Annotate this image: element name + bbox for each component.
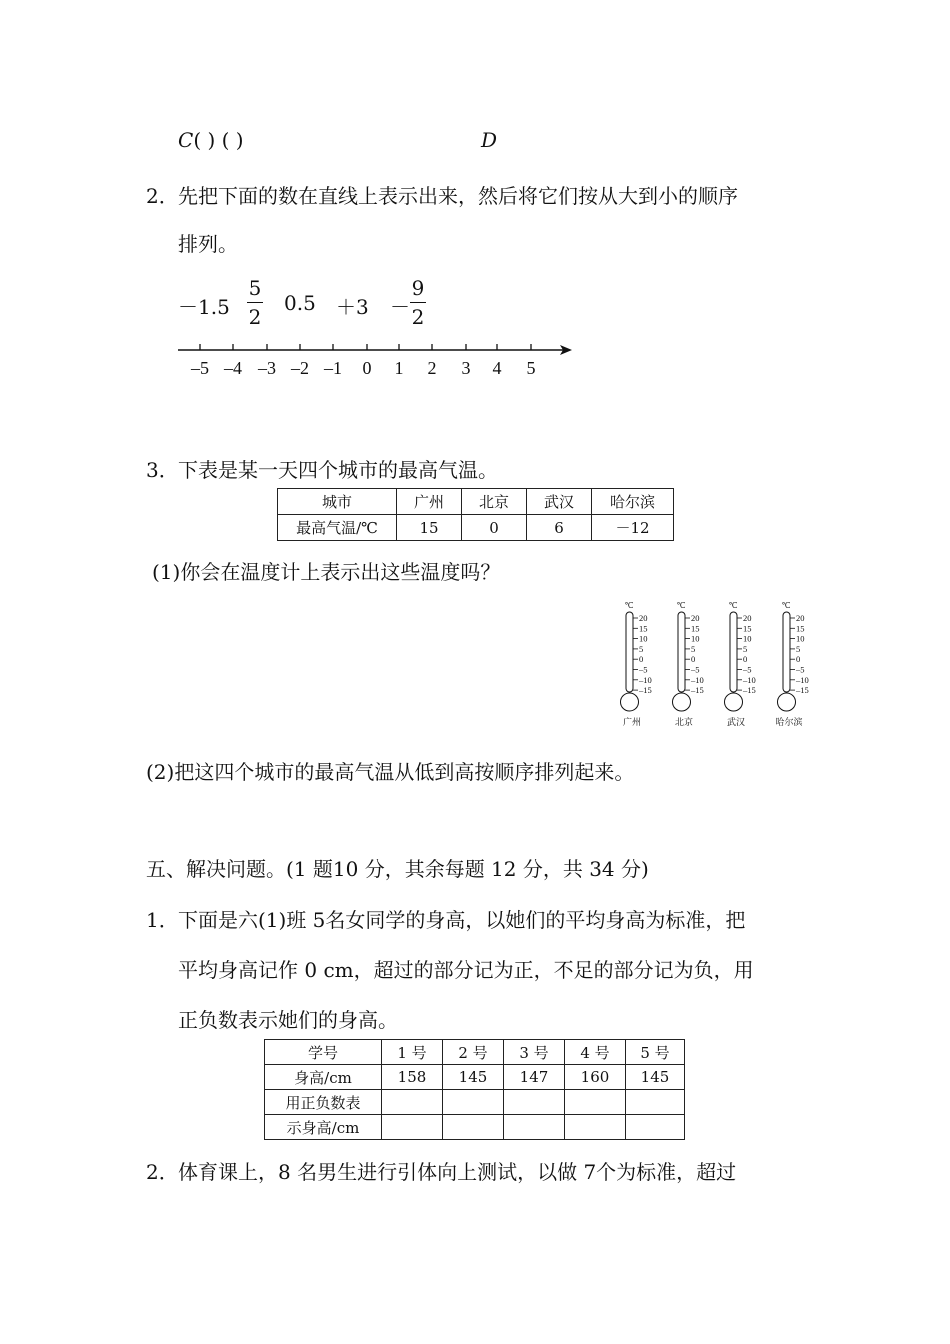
number-line-tick-label: –3 bbox=[258, 358, 276, 378]
thermometer-scale-label: 10 bbox=[691, 633, 700, 644]
table-header-cell: 城市 bbox=[278, 489, 397, 515]
table-cell: 160 bbox=[565, 1065, 626, 1090]
thermometer-unit-label: ℃ bbox=[728, 601, 738, 610]
thermometer-city-label: 武汉 bbox=[726, 717, 746, 727]
table-cell-blank bbox=[382, 1090, 443, 1115]
table-cell-blank bbox=[626, 1090, 685, 1115]
point-d-label: D bbox=[481, 128, 498, 152]
q3-text: 下表是某一天四个城市的最高气温。 bbox=[178, 458, 498, 482]
table-cell-blank bbox=[443, 1090, 504, 1115]
point-c-line bbox=[178, 128, 244, 152]
thermometer bbox=[725, 601, 756, 727]
thermometer bbox=[621, 601, 652, 727]
fraction-numerator: 5 bbox=[248, 276, 262, 300]
section5-heading: 五、解决问题。(1 题10 分，其余每题 12 分，共 34 分) bbox=[146, 857, 649, 881]
thermometer-tube bbox=[626, 612, 633, 692]
thermometer-scale-label: 15 bbox=[691, 623, 700, 634]
number-line-tick-label: –4 bbox=[224, 358, 242, 378]
thermometer-scale-label: –15 bbox=[796, 685, 809, 696]
thermometer-scale-label: 0 bbox=[796, 654, 801, 665]
number-line-tick-label: 3 bbox=[461, 358, 471, 378]
table-cell: －12 bbox=[592, 515, 674, 541]
s5-q2-line1: 体育课上，8 名男生进行引体向上测试，以做 7个为标准，超过 bbox=[178, 1160, 737, 1184]
thermometer-scale-label: 20 bbox=[743, 613, 752, 623]
table-header-cell: 北京 bbox=[462, 489, 527, 515]
s5-q2-number: 2． bbox=[146, 1160, 179, 1184]
table-cell: 0 bbox=[462, 515, 527, 541]
thermometer bbox=[673, 601, 704, 727]
table-header-cell: 5 号 bbox=[626, 1040, 685, 1065]
table-cell: 145 bbox=[626, 1065, 685, 1090]
thermometer-scale-label: –15 bbox=[743, 685, 756, 696]
thermometer-scale-label: –10 bbox=[796, 674, 809, 685]
number-line-tick-label: –5 bbox=[191, 358, 209, 378]
table-cell: 示身高/cm bbox=[265, 1115, 382, 1140]
thermometer-scale-label: 0 bbox=[691, 654, 696, 665]
number-line-tick-label: 4 bbox=[492, 358, 502, 378]
thermometer-unit-label: ℃ bbox=[624, 601, 634, 610]
thermometer-scale-label: 10 bbox=[743, 633, 752, 644]
thermometer-scale-label: 5 bbox=[743, 643, 748, 654]
q2-fraction-9-2 bbox=[410, 278, 426, 327]
q2-text-line2: 排列。 bbox=[178, 232, 238, 256]
thermometer-scale-label: 5 bbox=[691, 643, 696, 654]
number-line-tick-label: 1 bbox=[394, 358, 404, 378]
thermometer-scale-label: 0 bbox=[639, 654, 644, 665]
thermometers-figure bbox=[612, 598, 812, 730]
thermometer-city-label: 北京 bbox=[674, 717, 694, 727]
table-cell-blank bbox=[565, 1090, 626, 1115]
thermometer-scale-label: –10 bbox=[691, 674, 704, 685]
number-line-tick-label: 2 bbox=[427, 358, 437, 378]
table-header-cell: 3 号 bbox=[504, 1040, 565, 1065]
q2-fraction-5-2 bbox=[247, 278, 263, 327]
thermometer-unit-label: ℃ bbox=[676, 601, 686, 610]
table-cell: 147 bbox=[504, 1065, 565, 1090]
table-cell-blank bbox=[565, 1115, 626, 1140]
table-row bbox=[265, 1115, 685, 1140]
thermometer-scale-label: 10 bbox=[639, 633, 648, 644]
number-line-tick-label: 0 bbox=[362, 358, 372, 378]
q2-number-3: 0.5 bbox=[284, 291, 316, 315]
thermometer-bulb bbox=[621, 693, 639, 711]
height-table bbox=[264, 1039, 685, 1140]
number-line bbox=[170, 338, 580, 383]
thermometer-tube bbox=[783, 612, 790, 692]
table-cell: 身高/cm bbox=[265, 1065, 382, 1090]
thermometer-scale-label: 0 bbox=[743, 654, 748, 665]
table-cell-blank bbox=[626, 1115, 685, 1140]
table-header-cell: 学号 bbox=[265, 1040, 382, 1065]
q3-number: 3． bbox=[146, 458, 179, 482]
q2-number: 2． bbox=[146, 184, 179, 208]
thermometer-tube bbox=[730, 612, 737, 692]
fraction-numerator: 9 bbox=[411, 276, 425, 300]
city-temperature-table bbox=[277, 488, 674, 541]
table-header-cell: 2 号 bbox=[443, 1040, 504, 1065]
table-header-row bbox=[265, 1040, 685, 1065]
table-header-cell: 4 号 bbox=[565, 1040, 626, 1065]
q3-sub1: (1)你会在温度计上表示出这些温度吗？ bbox=[152, 560, 501, 584]
table-row bbox=[265, 1090, 685, 1115]
q2-text-line1: 先把下面的数在直线上表示出来，然后将它们按从大到小的顺序 bbox=[178, 184, 738, 208]
thermometer-bulb bbox=[778, 693, 796, 711]
thermometer bbox=[775, 601, 808, 727]
thermometer-scale-label: 15 bbox=[796, 623, 805, 634]
thermometer-scale-label: 15 bbox=[639, 623, 648, 634]
thermometer-scale-label: –5 bbox=[639, 664, 648, 675]
thermometer-scale-label: –15 bbox=[691, 685, 704, 696]
fraction-bar bbox=[247, 302, 263, 303]
q2-number-1: －1.5 bbox=[178, 295, 230, 319]
table-cell-blank bbox=[504, 1115, 565, 1140]
q2-number-4: ＋3 bbox=[336, 295, 369, 319]
thermometer-unit-label: ℃ bbox=[781, 601, 791, 610]
table-cell: 用正负数表 bbox=[265, 1090, 382, 1115]
number-line-tick-label: –1 bbox=[324, 358, 342, 378]
thermometer-scale-label: –10 bbox=[743, 674, 756, 685]
table-header-cell: 武汉 bbox=[527, 489, 592, 515]
table-header-cell: 哈尔滨 bbox=[592, 489, 674, 515]
thermometer-scale-label: –5 bbox=[796, 664, 805, 675]
table-cell: 最高气温/℃ bbox=[278, 515, 397, 541]
table-cell-blank bbox=[504, 1090, 565, 1115]
thermometer-scale-label: 20 bbox=[639, 613, 648, 623]
thermometer-scale-label: 20 bbox=[691, 613, 700, 623]
table-row bbox=[265, 1065, 685, 1090]
table-cell-blank bbox=[443, 1115, 504, 1140]
table-header-row bbox=[278, 489, 674, 515]
thermometer-scale-label: 5 bbox=[796, 643, 801, 654]
s5-q1-line2: 平均身高记作 0 cm，超过的部分记为正，不足的部分记为负，用 bbox=[178, 958, 754, 982]
thermometer-city-label: 广州 bbox=[622, 717, 642, 727]
thermometer-scale-label: –5 bbox=[691, 664, 700, 675]
table-row bbox=[278, 515, 674, 541]
fraction-denominator: 2 bbox=[248, 305, 262, 329]
thermometer-scale-label: 20 bbox=[796, 613, 805, 623]
table-cell: 6 bbox=[527, 515, 592, 541]
fraction-denominator: 2 bbox=[411, 305, 425, 329]
thermometer-scale-label: –5 bbox=[743, 664, 752, 675]
number-line-tick-label: –2 bbox=[291, 358, 309, 378]
s5-q1-line1: 下面是六(1)班 5名女同学的身高，以她们的平均身高为标准，把 bbox=[178, 908, 746, 932]
thermometer-scale-label: –15 bbox=[639, 685, 652, 696]
thermometer-scale-label: 5 bbox=[639, 643, 644, 654]
table-cell: 158 bbox=[382, 1065, 443, 1090]
s5-q1-line3: 正负数表示她们的身高。 bbox=[178, 1008, 398, 1032]
q2-fraction-sign: － bbox=[390, 295, 410, 319]
blank-paren-2: ( ) bbox=[221, 128, 244, 152]
table-cell: 145 bbox=[443, 1065, 504, 1090]
thermometer-scale-label: 15 bbox=[743, 623, 752, 634]
thermometer-city-label: 哈尔滨 bbox=[775, 717, 803, 727]
table-cell: 15 bbox=[397, 515, 462, 541]
s5-q1-number: 1． bbox=[146, 908, 179, 932]
blank-paren-1: ( ) bbox=[193, 128, 216, 152]
thermometer-bulb bbox=[725, 693, 743, 711]
fraction-bar bbox=[410, 302, 426, 303]
number-line-tick-label: 5 bbox=[526, 358, 536, 378]
thermometer-scale-label: 10 bbox=[796, 633, 805, 644]
thermometer-bulb bbox=[673, 693, 691, 711]
thermometer-tube bbox=[678, 612, 685, 692]
table-cell-blank bbox=[382, 1115, 443, 1140]
q3-sub2: (2)把这四个城市的最高气温从低到高按顺序排列起来。 bbox=[146, 760, 635, 784]
thermometer-scale-label: –10 bbox=[639, 674, 652, 685]
table-header-cell: 1 号 bbox=[382, 1040, 443, 1065]
table-header-cell: 广州 bbox=[397, 489, 462, 515]
point-c-label: C bbox=[178, 128, 194, 152]
